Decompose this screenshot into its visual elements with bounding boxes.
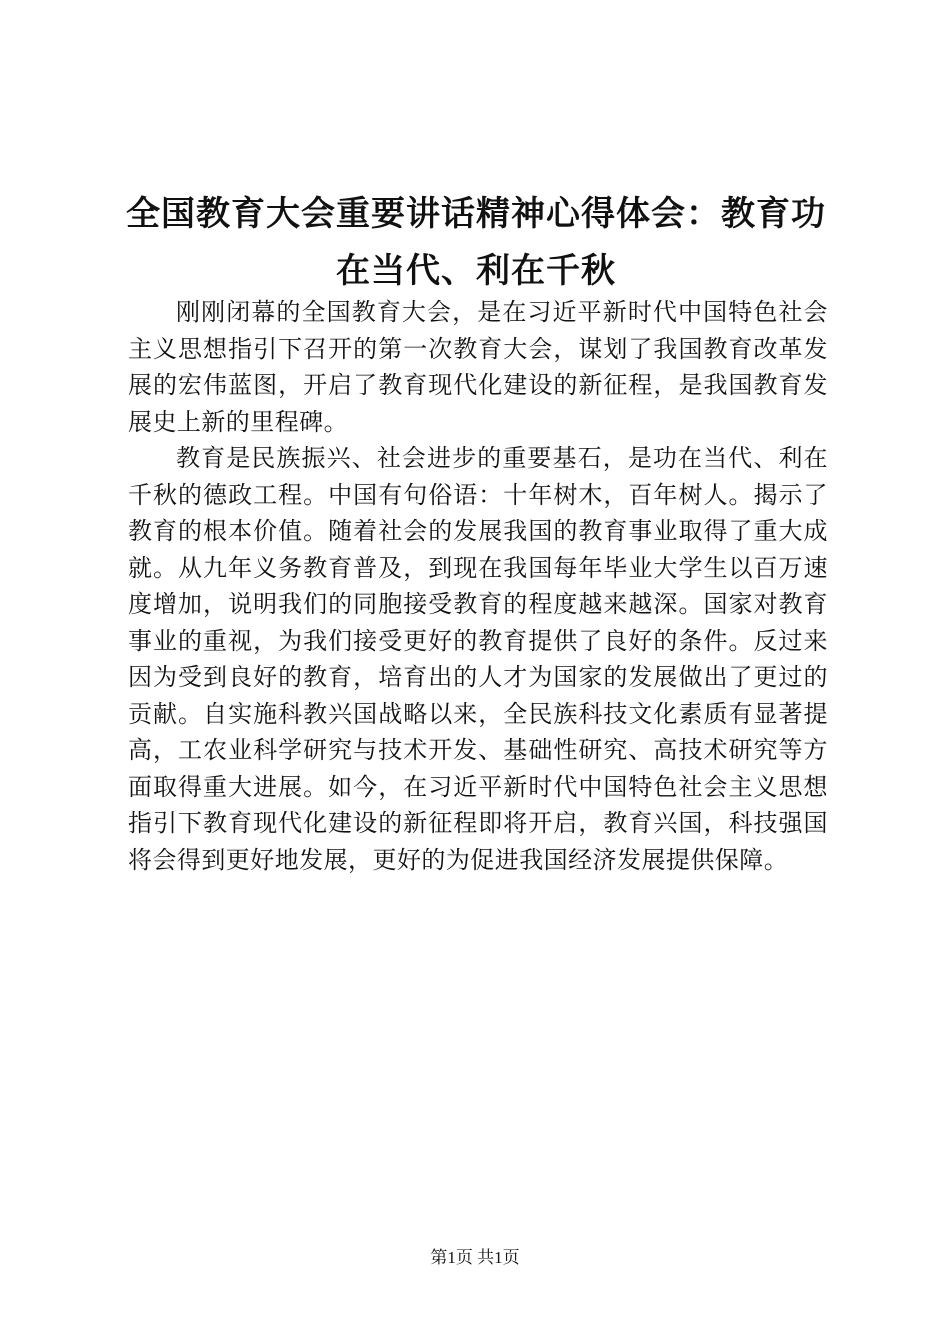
paragraph-1: 刚刚闭幕的全国教育大会，是在习近平新时代中国特色社会主义思想指引下召开的第一次教育大会，谋划了我国教育改革发展的宏伟蓝图，开启了教育现代化建设的新征程，是我国教育发展史上新的里程碑。 (128, 298, 828, 436)
document-body (128, 294, 828, 878)
document-title: 全国教育大会重要讲话精神心得体会：教育功在当代、利在千秋 (126, 194, 826, 291)
paragraph-2: 教育是民族振兴、社会进步的重要基石，是功在当代、利在千秋的德政工程。中国有句俗语：十年树木，百年树人。揭示了教育的根本价值。随着社会的发展我国的教育事业取得了重大成就。从九年义务教育普及，到现在我国每年毕业大学生以百万速度增加，说明我们的同胞接受教育的程度越来越深。国家对教育事业的重视，为我们接受更好的教育提供了良好的条件。反过来因为受到良好的教育，培育出的人才为国家的发展做出了更过的贡献。自实施科教兴国战略以来，全民族科技文化素质有显著提高，工农业科学研究与技术开发、基础性研究、高技术研究等方面取得重大进展。如今，在习近平新时代中国特色社会主义思想指引下教育现代化建设的新征程即将开启，教育兴国，科技强国将会得到更好地发展，更好的为促进我国经济发展提供保障。 (128, 444, 828, 874)
page-footer: 第1页 共1页 (430, 1248, 520, 1267)
